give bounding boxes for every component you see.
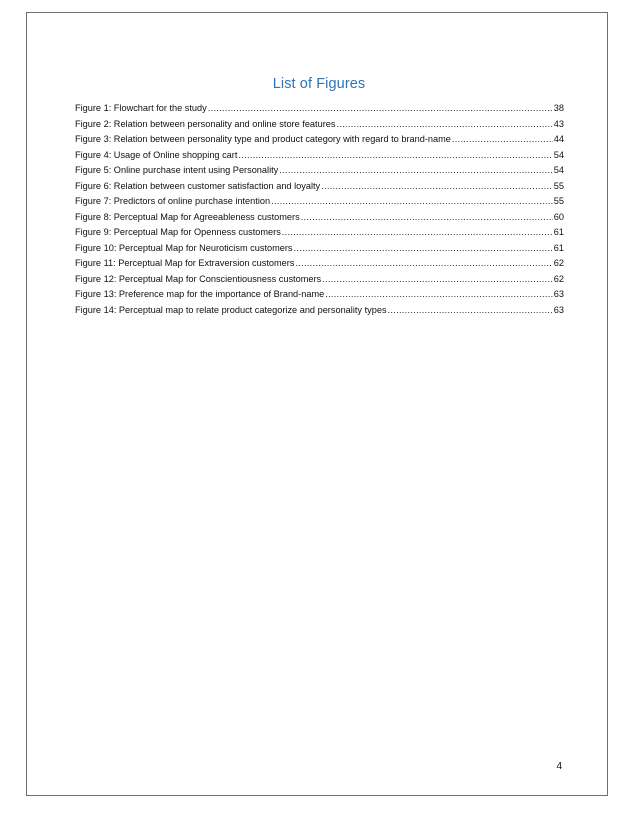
figure-label: Figure 4: Usage of Online shopping cart [75,149,238,160]
dot-leader [238,148,552,164]
figure-page: 61 [553,227,564,237]
toc-entry[interactable] [75,101,564,117]
figure-page: 61 [553,242,564,253]
dot-leader [279,163,553,179]
figure-page: 44 [553,134,564,144]
toc-entry[interactable] [75,287,564,303]
dot-leader [452,132,553,148]
toc-entry[interactable] [75,241,564,257]
toc-entry[interactable] [75,163,564,179]
dot-leader [325,287,553,303]
figure-label: Figure 1: Flowchart for the study [75,103,207,113]
figure-label: Figure 6: Relation between customer satisfaction and loyalty [75,180,321,191]
toc-entry[interactable] [75,117,564,133]
toc-entry[interactable] [75,303,564,319]
figure-page: 62 [553,273,564,284]
dot-leader [322,272,553,288]
figure-label: Figure 8: Perceptual Map for Agreeableness customers [75,211,300,222]
figure-label: Figure 9: Perceptual Map for Openness customers [75,227,281,237]
figure-page: 55 [553,196,564,206]
figure-label: Figure 3: Relation between personality type and product category with regard to brand-name [75,134,451,144]
figure-page: 63 [553,289,564,299]
dot-leader [321,179,553,195]
toc-entry[interactable] [75,210,564,226]
dot-leader [294,241,553,257]
figure-page: 54 [553,165,564,175]
figure-label: Figure 11: Perceptual Map for Extraversion customers [75,258,295,268]
toc-entry[interactable] [75,256,564,272]
dot-leader [208,101,553,117]
figure-page: 63 [553,304,564,315]
dot-leader [282,225,553,241]
figure-label: Figure 13: Preference map for the importance of Brand-name [75,289,325,299]
dot-leader [301,210,553,226]
figure-label: Figure 2: Relation between personality and online store features [75,118,336,129]
toc-entry[interactable] [75,179,564,195]
dot-leader [388,303,553,319]
figure-label: Figure 7: Predictors of online purchase intention [75,196,271,206]
figure-page: 55 [553,180,564,191]
list-of-figures [75,101,564,318]
page-number: 4 [556,761,562,772]
figure-page: 62 [553,258,564,268]
figure-label: Figure 12: Perceptual Map for Conscientiousness customers [75,273,322,284]
toc-entry[interactable] [75,225,564,241]
figure-page: 54 [553,149,564,160]
toc-entry[interactable] [75,132,564,148]
figure-label: Figure 5: Online purchase intent using Personality [75,165,279,175]
toc-entry[interactable] [75,194,564,210]
dot-leader [271,194,553,210]
dot-leader [336,117,552,133]
figure-page: 60 [553,211,564,222]
figure-label: Figure 10: Perceptual Map for Neuroticism customers [75,242,293,253]
figure-page: 38 [553,103,564,113]
toc-entry[interactable] [75,272,564,288]
toc-entry[interactable] [75,148,564,164]
page-title: List of Figures [272,76,366,92]
dot-leader [295,256,552,272]
figure-page: 43 [553,118,564,129]
figure-label: Figure 14: Perceptual map to relate product categorize and personality types [75,304,387,315]
